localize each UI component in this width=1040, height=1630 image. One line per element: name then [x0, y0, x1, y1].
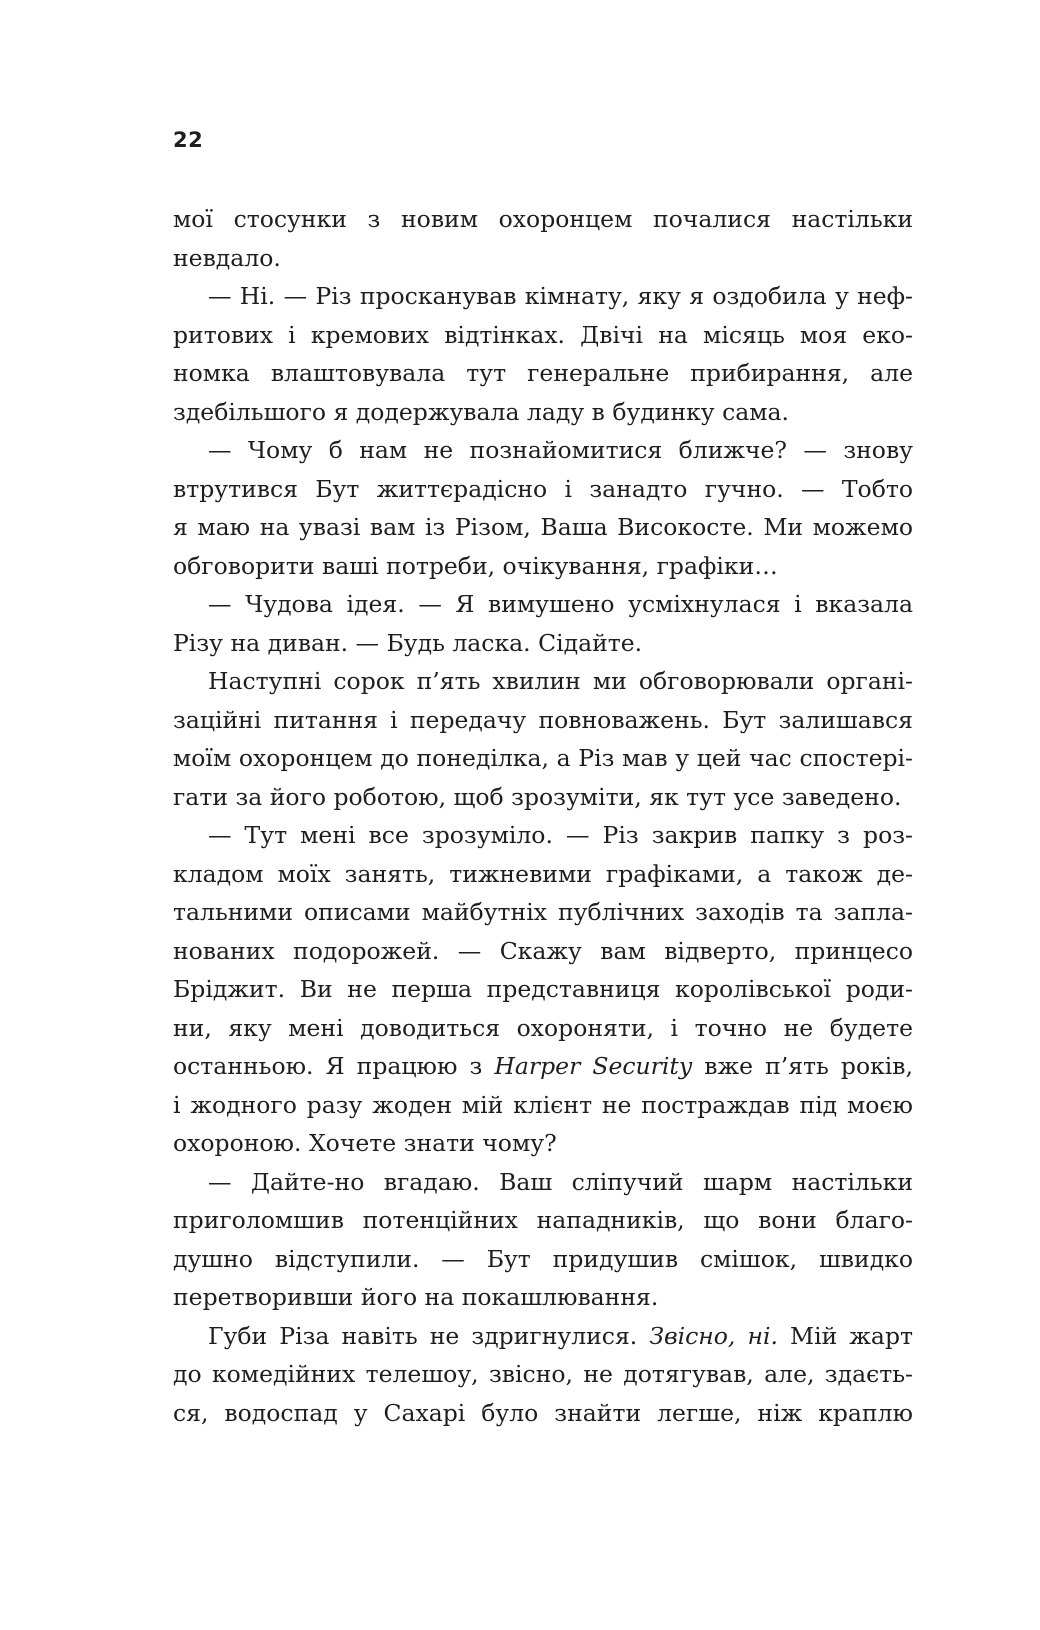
text-line: здебільшого я додержувала ладу в будинку сама. — [173, 397, 790, 426]
text-line: мої стосунки з новим охоронцем почалися настільки — [173, 205, 913, 233]
text-line: ни, яку мені доводиться охороняти, і точно не будете — [173, 1013, 913, 1042]
page-number: 22 — [173, 128, 204, 152]
text-line: — Дайте-но вгадаю. Ваш сліпучий шарм настільки — [208, 1167, 913, 1196]
text-segment: вже п’ять років, — [692, 1052, 913, 1080]
text-line: Наступні сорок п’ять хвилин ми обговорювали органі- — [208, 667, 913, 695]
text-line: заційні питання і передачу повноважень. Бут залишався — [173, 705, 913, 734]
text-line: Різу на диван. — Будь ласка. Сідайте. — [173, 628, 643, 657]
text-line: ритових і кремових відтінках. Двічі на місяць моя еко- — [173, 320, 913, 349]
text-line: Бріджит. Ви не перша представниця королівської роди- — [173, 975, 913, 1003]
text-line: і жодного разу жоден мій клієнт не постраждав під моєю — [173, 1090, 913, 1119]
text-line: перетворивши його на покашлювання. — [173, 1283, 659, 1311]
body-text — [173, 200, 913, 1432]
text-line: охороною. Хочете знати чому? — [173, 1129, 557, 1157]
text-line: моїм охоронцем до понеділка, а Різ мав у цей час спостері- — [173, 744, 913, 772]
text-line: обговорити ваші потреби, очікування, графіки… — [173, 551, 778, 580]
text-line: — Чому б нам не познайомитися ближче? — знову — [208, 436, 913, 464]
text-line: кладом моїх занять, тижневими графіками, а також де- — [173, 859, 913, 888]
text-line-with-italic — [173, 1047, 913, 1086]
text-segment: Мій жарт — [777, 1321, 913, 1350]
text-line: — Тут мені все зрозуміло. — Різ закрив папку з роз- — [208, 821, 913, 849]
text-line: тальними описами майбутніх публічних заходів та запла- — [173, 898, 913, 926]
text-line: душно відступили. — Бут придушив смішок, швидко — [173, 1244, 913, 1273]
italic-phrase: Звісно, ні. — [649, 1321, 778, 1350]
text-line: до комедійних телешоу, звісно, не дотягував, але, здаєть- — [173, 1360, 913, 1388]
text-line: втрутився Бут життєрадісно і занадто гучно. — Тобто — [173, 474, 913, 503]
text-segment: Губи Різа навіть не здригнулися. — [208, 1321, 650, 1350]
text-line: приголомшив потенційних нападників, що вони благо- — [173, 1206, 913, 1234]
text-line: номка влаштовувала тут генеральне прибирання, але — [173, 359, 913, 387]
text-line: — Ні. — Різ просканував кімнату, яку я оздобила у неф- — [208, 282, 913, 310]
text-line: невдало. — [173, 243, 281, 272]
text-line-with-italic — [173, 1317, 913, 1356]
italic-company-name: Harper Security — [494, 1052, 693, 1080]
text-line: — Чудова ідея. — Я вимушено усміхнулася і вказала — [208, 590, 913, 618]
text-line: нованих подорожей. — Скажу вам відверто, принцесо — [173, 936, 913, 965]
text-line: гати за його роботою, щоб зрозуміти, як тут усе заведено. — [173, 782, 902, 811]
text-segment: останньою. Я працюю з — [173, 1052, 495, 1080]
text-line: ся, водоспад у Сахарі було знайти легше, ніж краплю — [173, 1398, 913, 1427]
text-line: я маю на увазі вам із Різом, Ваша Високосте. Ми можемо — [173, 513, 913, 541]
